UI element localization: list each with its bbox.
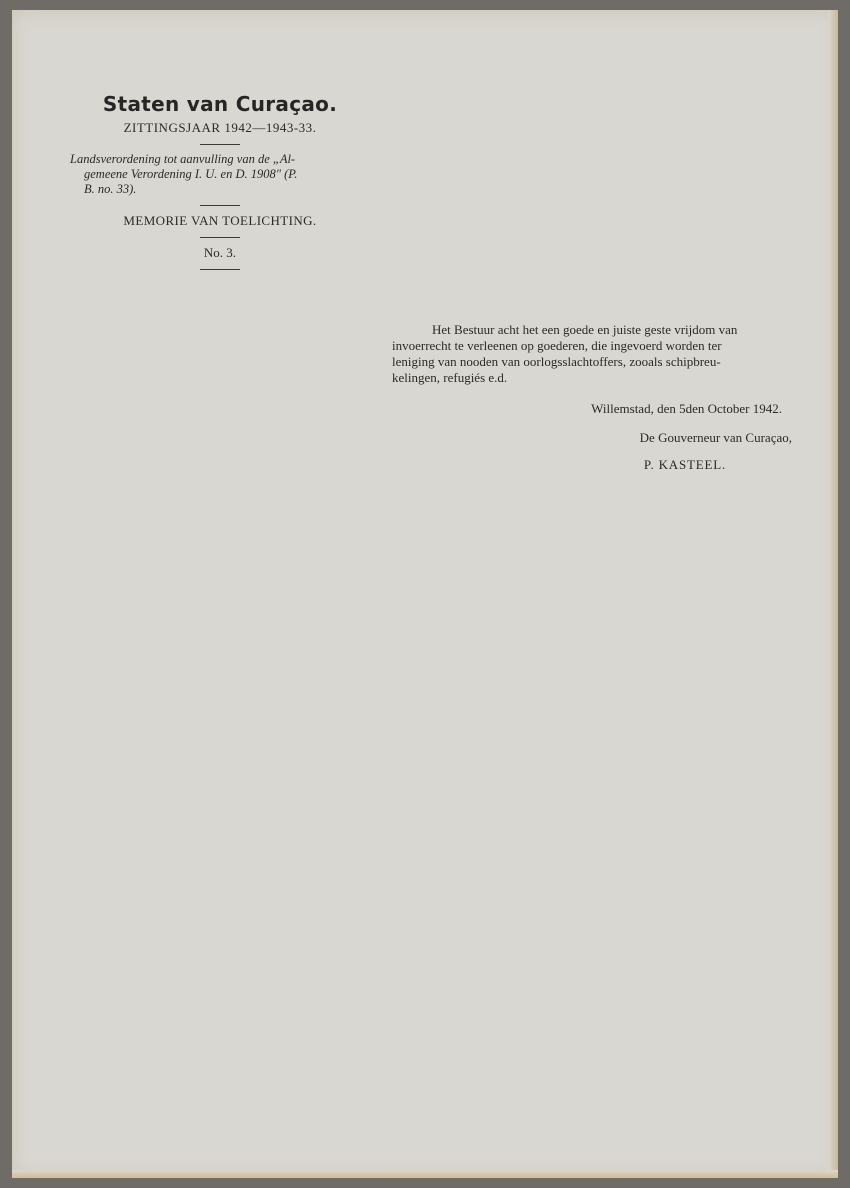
governor-title: De Gouverneur van Curaçao, [639, 430, 792, 445]
body-line: leniging van nooden van oorlogsslachtoffers, zooals schipbreu- [392, 354, 721, 369]
ordinance-description [70, 152, 370, 197]
document-number: No. 3. [203, 245, 237, 260]
divider [200, 144, 240, 145]
description-line: Landsverordening tot aanvulling van de „Al- [70, 152, 296, 166]
document-page [12, 10, 838, 1178]
memorie-heading: MEMORIE VAN TOELICHTING. [123, 213, 317, 228]
document-title: Staten van Curaçao. [102, 92, 338, 116]
divider [200, 205, 240, 206]
body-line: Het Bestuur acht het een goede en juiste geste vrijdom van [432, 322, 738, 337]
body-line: invoerrecht te verleenen op goederen, die ingevoerd worden ter [392, 338, 722, 353]
description-line: gemeene Verordening I. U. en D. 1908" (P. [84, 167, 298, 181]
document-header-block [70, 92, 370, 277]
signature-name: P. KASTEEL. [643, 457, 726, 472]
page-bottom-edge [12, 1170, 838, 1178]
body-paragraph [392, 322, 800, 386]
description-line: B. no. 33). [84, 182, 137, 196]
body-line: kelingen, refugiés e.d. [392, 370, 508, 385]
divider [200, 237, 240, 238]
document-body-block [392, 322, 800, 473]
place-date: Willemstad, den 5den October 1942. [591, 401, 782, 416]
divider [200, 269, 240, 270]
page-edge [828, 10, 838, 1178]
session-year: ZITTINGSJAAR 1942—1943-33. [123, 120, 317, 135]
